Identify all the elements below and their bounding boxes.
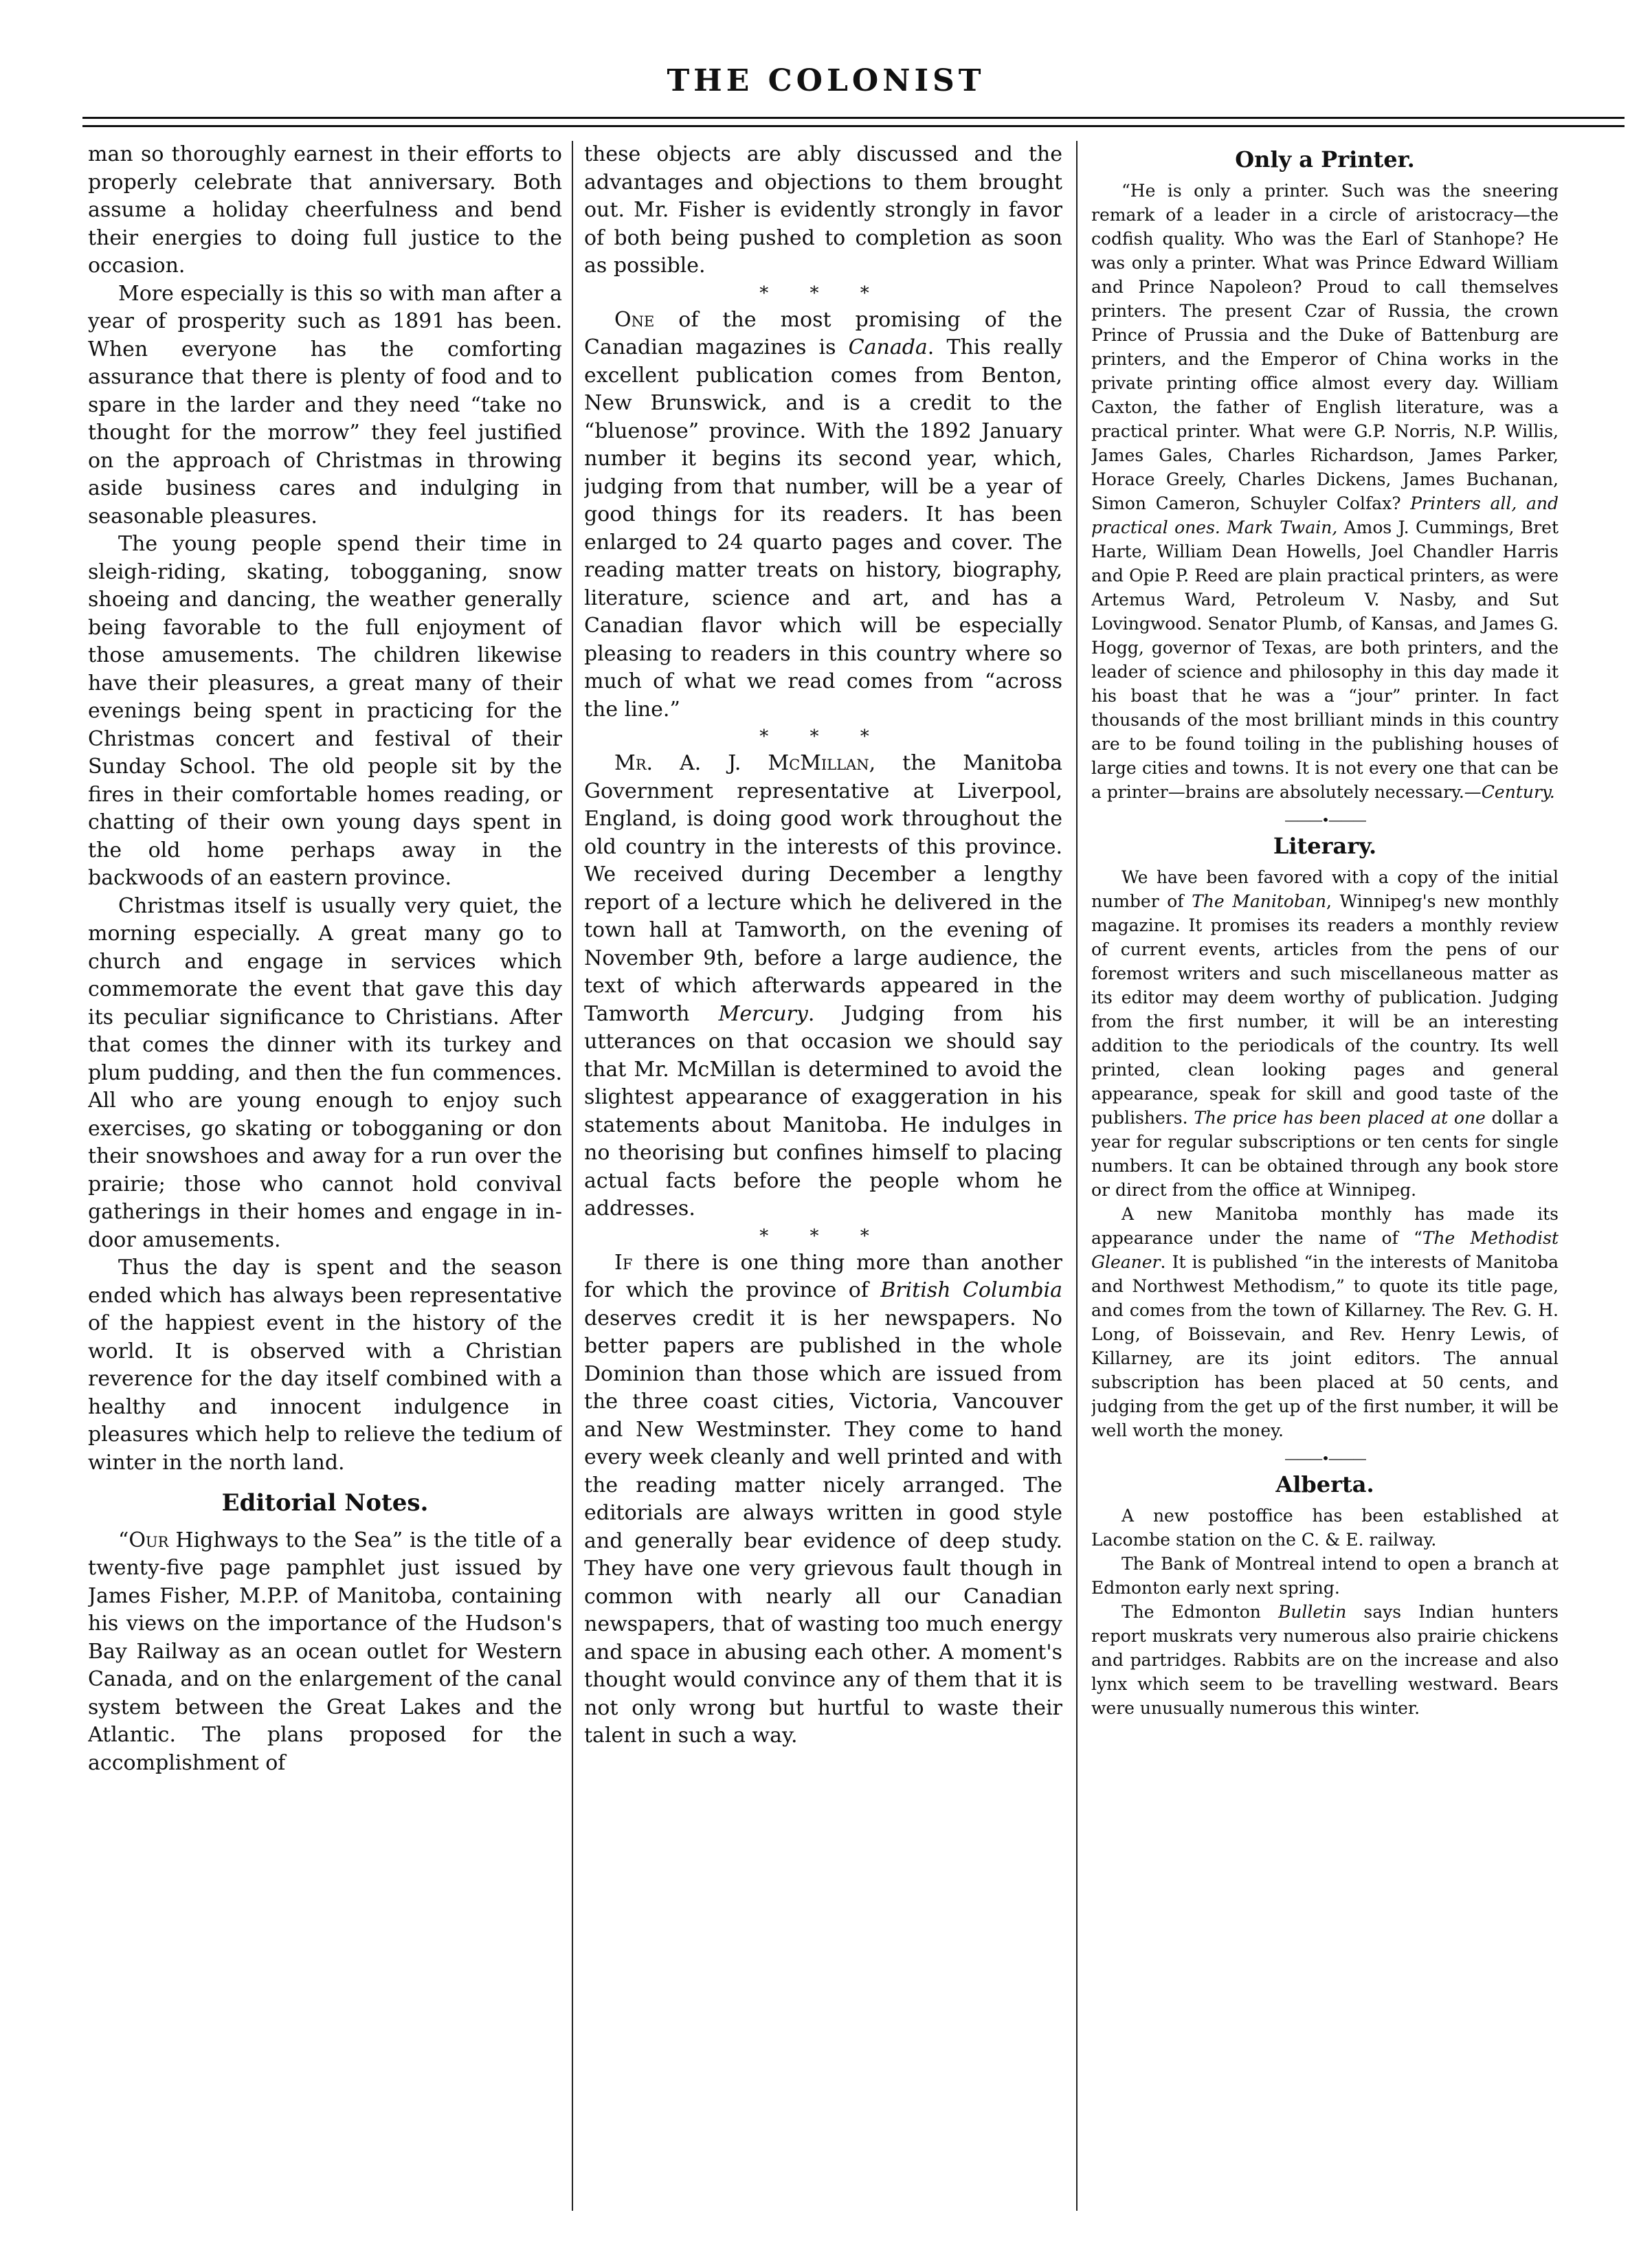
- lead-word: If: [614, 1250, 633, 1275]
- paragraph: Thus the day is spent and the season ended which has always been representative of the happiest event in the history of the world. It is observed with a Christian reverence for the day itself combined with a healthy and innocent indulgence in pleasures which help to relieve the tedium of winter in the north land.: [88, 1256, 562, 1475]
- paragraph-text: Amos J. Cummings, Bret Harte, William Dean Howells, Joel Chandler Harris and Opie P. Reed are plain practical printers, as were Artemus Ward, Petroleum V. Nasby, and Sut Lovingwood. Senator Plumb, of Kansas, and James G. Hogg, governor of Texas, are both printers, and the leader of science and philosophy in this day made it his boast that he was a “jour” printer. In fact thousands of the most brilliant minds in this country are to be found toiling in the publishing houses of large cities and towns. It is not every one that can be a printer—brains are absolutely necessary.—: [1091, 517, 1559, 802]
- lead-word: One: [614, 307, 655, 332]
- paragraph-text: of the most promising of the Canadian magazines is: [584, 307, 1062, 359]
- column-3: [1091, 141, 1559, 2225]
- paragraph-text: , the Manitoba Government representative at Liverpool, England, is doing good work throughout the old country in the interests of this province. We received during December a lengthy report of a lecture which he delivered in the town hall at Tamworth, on the evening of November 9th, before a large audience, the text of which afterwards appeared in the Tamworth: [584, 751, 1062, 1026]
- paragraph-text: Highways to the Sea” is the title of a twenty-five page pamphlet just issued by James Fisher, M.P.P. of Manitoba, containing his views on the importance of the Hudson's Bay Railway as an ocean outlet for Western Canada, and on the enlargement of the canal system between the Great Lakes and the Atlantic. The plans proposed for the accomplishment of: [88, 1528, 562, 1775]
- section-heading: Literary.: [1273, 833, 1377, 859]
- magazine-title: The Methodist Gleaner: [1091, 1228, 1559, 1272]
- paragraph: [1091, 1600, 1559, 1720]
- paragraph: The Bank of Montreal intend to open a branch at Edmonton early next spring.: [1091, 1554, 1559, 1598]
- section-divider: ———•———: [1284, 1450, 1365, 1467]
- section-stars: * * *: [759, 726, 887, 747]
- paragraph-text: , Winnipeg's new monthly magazine. It promises its readers a monthly review of current events, articles from the pens of our foremost writers and such miscellaneous matter as its editor may deem worthy of publication. Judging from the first number, it will be an interesting addition to the periodicals of the country. Its well printed, clean looking pages and general appearance, speak for skill and good taste of the publishers.: [1091, 891, 1559, 1128]
- paragraph: Christmas itself is usually very quiet, the morning especially. A great many go to church and engage in services which commemorate the event that gave this day its peculiar significance to Christians. After that comes the dinner with its turkey and plum pudding, and then the fun commences. All who are young enough to enjoy such exercises, go skating or tobogganing or don their snowshoes and away for a run over the prairie; those who cannot hold convival gatherings in their homes and engage in in-door amusements.: [88, 893, 562, 1252]
- masthead-title: THE COLONIST: [667, 63, 985, 98]
- paragraph: [1091, 865, 1559, 1202]
- section-heading: Editorial Notes.: [221, 1489, 429, 1517]
- paragraph-text: . Judging from his utterances on that occasion we should say that Mr. McMillan is determined to avoid the slightest appearance of exaggeration in his statements about Manitoba. He indulges in no theorising but confines himself to placing actual facts before the people whom he addresses.: [584, 1001, 1062, 1220]
- section-divider: ———•———: [1284, 812, 1365, 828]
- paragraph-text: there is one thing more than another for which the province of: [584, 1250, 1062, 1302]
- section-heading: Only a Printer.: [1235, 146, 1415, 172]
- paragraph: The young people spend their time in sleigh-riding, skating, tobogganing, snow shoeing and dancing, the weather generally being favorable to the full enjoyment of those amusements. The children likewise have their pleasures, a great many of their evenings being spent in practicing for the Christmas concert and festival of their Sunday School. The old people sit by the fires in their comfortable homes reading, or chatting of their own young days spent in the old home perhaps away in the backwoods of an eastern province.: [88, 532, 562, 890]
- magazine-title: The Manitoban: [1192, 891, 1326, 911]
- paragraph: [1091, 1202, 1559, 1442]
- italic-text: The price has been placed at one: [1194, 1108, 1486, 1128]
- source-credit: Century.: [1481, 782, 1555, 802]
- paragraph-text: . This really excellent publication comes from Benton, New Brunswick, and is a credit to the “bluenose” province. With the 1892 January number it begins its second year, which, judging from that number, will be a year of good things for its readers. It has been enlarged to 24 quarto pages and cover. The reading matter treats on history, biography, literature, science and art, and has a Canadian flavor which will be especially pleasing to readers in this country where so much of what we read comes from “across the line.”: [584, 335, 1062, 722]
- newspaper-title: Bulletin: [1277, 1602, 1347, 1622]
- paragraph-text: A new Manitoba monthly has made its appearance under the name of “: [1091, 1204, 1559, 1248]
- place-name: British Columbia: [880, 1278, 1062, 1302]
- paragraph: [584, 306, 1062, 724]
- column-divider: [572, 141, 573, 2211]
- section-stars: * * *: [759, 1225, 887, 1247]
- section-stars: * * *: [759, 282, 887, 304]
- paragraph: More especially is this so with man after a year of prosperity such as 1891 has been. When everyone has the comforting assurance that there is plenty of food and to spare in the larder and they need “take no thought for the morrow” they feel justified on the approach of Christmas in throwing aside business cares and indulging in seasonable pleasures.: [88, 281, 562, 528]
- column-2: [584, 141, 1062, 2225]
- column-divider: [1076, 141, 1078, 2211]
- lead-word: “Our: [118, 1528, 169, 1552]
- lead-word: Mr. A. J. McMillan: [614, 751, 869, 775]
- paragraph: [1091, 179, 1559, 804]
- paragraph-text: says Indian hunters report muskrats very numerous also prairie chickens and partridges. Rabbits are on the increase and also lynx which seem to be travelling westward. Bears were unusually numerous this winter.: [1091, 1602, 1559, 1718]
- paragraph: [584, 750, 1062, 1223]
- paragraph: these objects are ably discussed and the advantages and objections to them brought out. Mr. Fisher is evidently strongly in favor of both being pushed to completion as soon as possible.: [584, 142, 1062, 278]
- magazine-title: Canada: [848, 335, 928, 359]
- newspaper-title: Mercury: [718, 1001, 808, 1026]
- column-1: [88, 141, 562, 2225]
- paragraph-text: . It is published “in the interests of Manitoba and Northwest Methodism,” to quote its title page, and comes from the town of Killarney. The Rev. G. H. Long, of Boissevain, and Rev. Henry Lewis, of Killarney, are its joint editors. The annual subscription has been placed at 50 cents, and judging from the get up of the first number, it will be well worth the money.: [1091, 1252, 1559, 1440]
- paragraph-text: We have been favored with a copy of the initial number of: [1091, 867, 1559, 911]
- paragraph-text: deserves credit it is her newspapers. No better papers are published in the whole Dominion than those which are issued from the three coast cities, Victoria, Vancouver and New Westminster. They come to hand every week cleanly and well printed and with the reading matter nicely arranged. The editorials are always written in good style and generally bear evidence of deep study. They have one very grievous fault though in common with nearly all our Canadian newspapers, that of wasting too much energy and space in abusing each other. A moment's thought would convince any of them that it is not only wrong but hurtful to waste their talent in such a way.: [584, 1306, 1062, 1748]
- paragraph-text: dollar a year for regular subscriptions or ten cents for single numbers. It can be obtained through any book store or direct from the office at Winnipeg.: [1091, 1108, 1559, 1200]
- paragraph: A new postoffice has been established at Lacombe station on the C. & E. railway.: [1091, 1506, 1559, 1550]
- italic-text: Printers all, and practical ones. Mark Twain,: [1091, 493, 1559, 537]
- masthead-rule: [82, 117, 1625, 127]
- paragraph: [88, 1527, 562, 1778]
- paragraph-text: The Edmonton: [1121, 1602, 1278, 1622]
- paragraph: man so thoroughly earnest in their efforts to properly celebrate that anniversary. Both assume a holiday cheerfulness and bend their energies to doing full justice to the occasion.: [88, 142, 562, 278]
- section-heading: Alberta.: [1275, 1471, 1374, 1497]
- paragraph: [584, 1249, 1062, 1750]
- paragraph-text: “He is only a printer. Such was the sneering remark of a leader in a circle of aristocracy—the codfish quality. Who was the Earl of Stanhope? He was only a printer. What was Prince Edward William and Prince Napoleon? Proud to call themselves printers. The present Czar of Russia, the crown Prince of Prussia and the Duke of Battenburg are printers, and the Emperor of China works in the private printing office almost every day. William Caxton, the father of English literature, was a practical printer. What were G.P. Norris, N.P. Willis, James Gales, Charles Richardson, James Parker, Horace Greely, Charles Dickens, James Buchanan, Simon Cameron, Schuyler Colfax?: [1091, 181, 1559, 513]
